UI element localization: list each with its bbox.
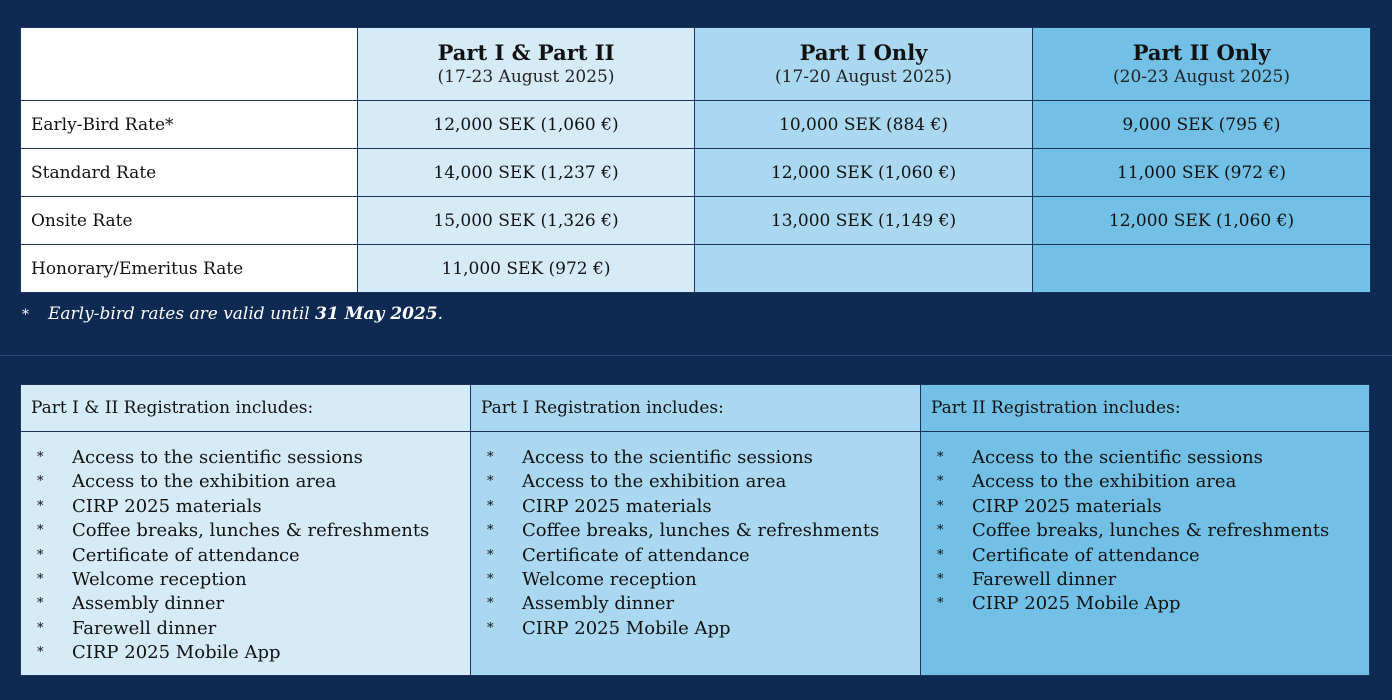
list-item-text: Access to the exhibition area	[972, 471, 1237, 493]
rate-row-honorary	[21, 245, 1371, 293]
list-item-text: Coffee breaks, lunches & refreshments	[522, 520, 880, 542]
rate-cell: 13,000 SEK (1,149 €)	[695, 197, 1033, 245]
list-item-text: CIRP 2025 Mobile App	[72, 642, 281, 664]
asterisk-icon: *	[487, 620, 494, 636]
asterisk-icon: *	[937, 498, 944, 514]
list-item-text: Farewell dinner	[972, 569, 1117, 591]
asterisk-icon: *	[37, 474, 44, 490]
early-bird-footnote	[22, 304, 443, 324]
rate-cell: 11,000 SEK (972 €)	[1033, 149, 1371, 197]
includes-heading: Part II Registration includes:	[921, 385, 1369, 432]
list-item	[935, 568, 1369, 592]
rate-row-early-bird	[21, 101, 1371, 149]
list-item-text: Access to the exhibition area	[72, 471, 337, 493]
registration-includes-table	[20, 384, 1370, 676]
rates-header-row	[21, 28, 1371, 101]
list-item	[935, 470, 1369, 494]
asterisk-icon: *	[937, 523, 944, 539]
asterisk-icon: *	[487, 474, 494, 490]
list-item-text: Access to the exhibition area	[522, 471, 787, 493]
list-item-text: Assembly dinner	[522, 593, 675, 615]
rate-cell: 12,000 SEK (1,060 €)	[358, 101, 695, 149]
rate-row-onsite	[21, 197, 1371, 245]
list-item-text: CIRP 2025 materials	[72, 495, 262, 517]
list-item-text: Farewell dinner	[72, 617, 217, 639]
asterisk-icon: *	[487, 498, 494, 514]
list-item	[935, 544, 1369, 568]
list-item	[35, 568, 470, 592]
asterisk-icon: *	[37, 572, 44, 588]
asterisk-icon: *	[37, 450, 44, 465]
list-item	[935, 446, 1369, 470]
list-item-text: Welcome reception	[72, 569, 247, 591]
footnote-date: 31 May 2025	[315, 304, 438, 324]
list-item	[35, 592, 470, 616]
footnote-text: Early-bird rates are valid until	[48, 304, 316, 324]
includes-column-part-1	[471, 385, 921, 675]
list-item	[35, 519, 470, 543]
asterisk-icon: *	[937, 596, 944, 612]
list-item	[35, 495, 470, 519]
list-item-text: Access to the scientific sessions	[72, 447, 363, 468]
rate-cell: 12,000 SEK (1,060 €)	[1033, 197, 1371, 245]
row-label: Standard Rate	[21, 149, 358, 197]
asterisk-icon: *	[37, 523, 44, 539]
list-item	[935, 592, 1369, 616]
list-item	[35, 544, 470, 568]
rate-cell	[695, 245, 1033, 293]
asterisk-icon: *	[937, 547, 944, 563]
list-item	[935, 495, 1369, 519]
header-dates: (20-23 August 2025)	[1113, 67, 1290, 87]
asterisk-icon: *	[937, 474, 944, 490]
asterisk-icon: *	[22, 307, 29, 323]
asterisk-icon: *	[487, 523, 494, 539]
header-title: Part I Only	[799, 40, 928, 65]
includes-heading: Part I & II Registration includes:	[21, 385, 470, 432]
list-item-text: Coffee breaks, lunches & refreshments	[972, 520, 1330, 542]
asterisk-icon: *	[37, 498, 44, 514]
rate-cell: 12,000 SEK (1,060 €)	[695, 149, 1033, 197]
includes-list	[921, 432, 1369, 617]
list-item-text: CIRP 2025 materials	[972, 495, 1162, 517]
row-label: Onsite Rate	[21, 197, 358, 245]
rate-cell: 10,000 SEK (884 €)	[695, 101, 1033, 149]
header-part-2-only	[1033, 28, 1371, 101]
rate-cell: 11,000 SEK (972 €)	[358, 245, 695, 293]
rates-table	[20, 27, 1371, 293]
list-item-text: Coffee breaks, lunches & refreshments	[72, 520, 430, 542]
header-blank-cell	[21, 28, 358, 101]
includes-list	[471, 432, 920, 641]
header-title: Part I & Part II	[437, 40, 615, 65]
list-item	[485, 568, 920, 592]
includes-column-part-1-and-2	[21, 385, 471, 675]
list-item	[35, 446, 470, 470]
rate-cell: 15,000 SEK (1,326 €)	[358, 197, 695, 245]
asterisk-icon: *	[937, 450, 944, 465]
row-label: Honorary/Emeritus Rate	[21, 245, 358, 293]
header-dates: (17-23 August 2025)	[437, 67, 615, 87]
includes-list	[21, 432, 470, 666]
list-item	[35, 617, 470, 641]
list-item	[935, 519, 1369, 543]
list-item	[485, 544, 920, 568]
asterisk-icon: *	[487, 450, 494, 465]
list-item-text: CIRP 2025 Mobile App	[972, 593, 1181, 615]
asterisk-icon: *	[487, 596, 494, 612]
list-item	[485, 470, 920, 494]
list-item-text: Access to the scientific sessions	[972, 447, 1263, 468]
list-item-text: Certificate of attendance	[972, 544, 1200, 566]
asterisk-icon: *	[487, 547, 494, 563]
includes-column-part-2	[921, 385, 1369, 675]
includes-heading: Part I Registration includes:	[471, 385, 920, 432]
header-part-1-and-2	[358, 28, 695, 101]
list-item	[485, 592, 920, 616]
row-label: Early-Bird Rate*	[21, 101, 358, 149]
list-item-text: Certificate of attendance	[72, 544, 300, 566]
list-item-text: Certificate of attendance	[522, 544, 750, 566]
section-divider	[0, 355, 1392, 356]
header-part-1-only	[695, 28, 1033, 101]
list-item	[485, 446, 920, 470]
asterisk-icon: *	[937, 572, 944, 588]
list-item-text: Access to the scientific sessions	[522, 447, 813, 468]
header-title: Part II Only	[1132, 40, 1271, 65]
asterisk-icon: *	[37, 547, 44, 563]
list-item	[35, 641, 470, 665]
footnote-end: .	[437, 304, 444, 324]
asterisk-icon: *	[37, 645, 44, 661]
header-dates: (17-20 August 2025)	[775, 67, 952, 87]
list-item-text: CIRP 2025 Mobile App	[522, 617, 731, 639]
list-item	[485, 495, 920, 519]
rate-row-standard	[21, 149, 1371, 197]
asterisk-icon: *	[487, 572, 494, 588]
rate-cell	[1033, 245, 1371, 293]
list-item	[485, 617, 920, 641]
rate-cell: 9,000 SEK (795 €)	[1033, 101, 1371, 149]
asterisk-icon: *	[37, 620, 44, 636]
list-item-text: CIRP 2025 materials	[522, 495, 712, 517]
list-item	[485, 519, 920, 543]
list-item	[35, 470, 470, 494]
list-item-text: Welcome reception	[522, 569, 697, 591]
rate-cell: 14,000 SEK (1,237 €)	[358, 149, 695, 197]
list-item-text: Assembly dinner	[72, 593, 225, 615]
asterisk-icon: *	[37, 596, 44, 612]
